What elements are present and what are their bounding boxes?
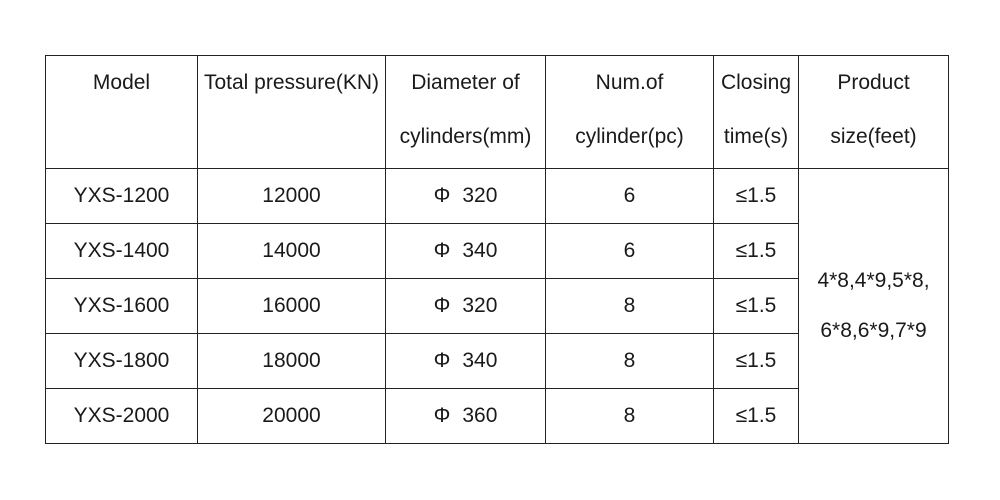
header-closing-time-line-2: time(s) xyxy=(723,125,789,148)
diameter-cell xyxy=(386,334,546,389)
diameter-value: 360 xyxy=(462,404,498,427)
diameter-value: 340 xyxy=(462,349,498,372)
cylinders-cell: 8 xyxy=(546,279,714,334)
closing-time-cell: ≤1.5 xyxy=(714,389,799,444)
phi-symbol: Φ xyxy=(433,349,451,372)
model-cell: YXS-1200 xyxy=(46,169,198,224)
header-total-pressure xyxy=(198,56,386,169)
header-num-cylinders-line-1: Num.of xyxy=(595,71,664,94)
header-diameter-line-1: Diameter of xyxy=(411,71,520,94)
closing-time-cell: ≤1.5 xyxy=(714,169,799,224)
pressure-cell: 16000 xyxy=(198,279,386,334)
spec-table xyxy=(45,55,949,444)
phi-symbol: Φ xyxy=(433,184,451,207)
product-size-line-1: 4*8,4*9,5*8, xyxy=(817,269,930,292)
product-size-cell xyxy=(799,169,949,444)
model-cell: YXS-2000 xyxy=(46,389,198,444)
cylinders-cell: 8 xyxy=(546,389,714,444)
closing-time-cell: ≤1.5 xyxy=(714,279,799,334)
closing-time-cell: ≤1.5 xyxy=(714,334,799,389)
header-row xyxy=(46,56,949,169)
model-cell: YXS-1400 xyxy=(46,224,198,279)
cylinders-cell: 6 xyxy=(546,224,714,279)
pressure-cell: 14000 xyxy=(198,224,386,279)
diameter-value: 320 xyxy=(462,184,498,207)
model-cell: YXS-1800 xyxy=(46,334,198,389)
pressure-cell: 18000 xyxy=(198,334,386,389)
phi-symbol: Φ xyxy=(433,239,451,262)
cylinders-cell: 8 xyxy=(546,334,714,389)
diameter-cell xyxy=(386,224,546,279)
header-model-line-1: Model xyxy=(92,71,151,94)
diameter-cell xyxy=(386,389,546,444)
header-product-size xyxy=(799,56,949,169)
header-product-size-line-1: Product xyxy=(837,71,910,94)
header-diameter-line-2: cylinders(mm) xyxy=(399,125,532,148)
header-closing-time-line-1: Closing xyxy=(720,71,792,94)
header-diameter xyxy=(386,56,546,169)
header-num-cylinders-line-2: cylinder(pc) xyxy=(575,125,684,148)
header-num-cylinders xyxy=(546,56,714,169)
diameter-cell xyxy=(386,169,546,224)
header-total-pressure-line-1: Total pressure(KN) xyxy=(203,71,380,94)
product-size-line-2: 6*8,6*9,7*9 xyxy=(820,319,927,342)
diameter-value: 340 xyxy=(462,239,498,262)
table-row xyxy=(46,169,949,224)
phi-symbol: Φ xyxy=(433,294,451,317)
model-cell: YXS-1600 xyxy=(46,279,198,334)
diameter-value: 320 xyxy=(462,294,498,317)
diameter-cell xyxy=(386,279,546,334)
closing-time-cell: ≤1.5 xyxy=(714,224,799,279)
cylinders-cell: 6 xyxy=(546,169,714,224)
header-product-size-line-2: size(feet) xyxy=(830,125,917,148)
pressure-cell: 12000 xyxy=(198,169,386,224)
pressure-cell: 20000 xyxy=(198,389,386,444)
header-model xyxy=(46,56,198,169)
phi-symbol: Φ xyxy=(433,404,451,427)
header-closing-time xyxy=(714,56,799,169)
